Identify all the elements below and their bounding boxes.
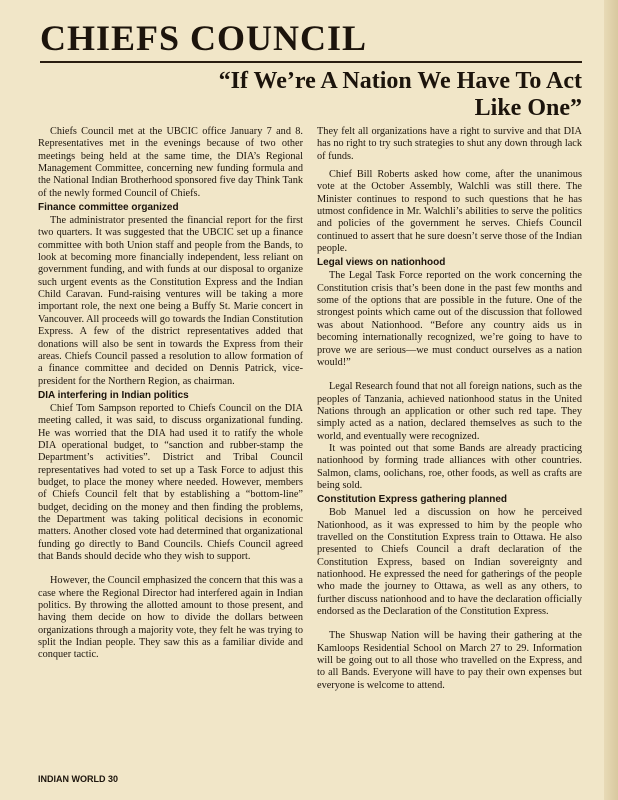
paragraph: Chiefs Council met at the UBCIC office January 7 and 8. Representatives met in the evenings because of two other meetings being held at the same time, the DIA’s Regional Management Committee, concerning new funding formula and the National Indian Brotherhood sponsored five day Think Tank of the newly formed Council of Chiefs. — [38, 126, 303, 199]
paragraph: The administrator presented the financial report for the first two quarters. It was suggested that the UBCIC set up a finance committee with both Union staff and people from the Bands, to look at becoming more financially independent, less reliant on government funding, and with funds at our disposal to organize such urgent events as the Constitution Express and the Indian Child Caravan. Fund-raising ventures will be taking a more important role, the next one being a Buffy St. Marie concert in Vancouver. All proceeds will go towards the Indian Constitution Express. A few of the district representatives added that donations will also be sent in towards the Express from their areas. Chiefs Council passed a resolution to allow formation of a finance committee and decided on Dennis Patrick, vice-president for the Northern Region, as chairman. — [38, 215, 303, 387]
section-heading: Constitution Express gathering planned — [317, 494, 508, 506]
page-edge — [604, 0, 618, 800]
page-footer: INDIAN WORLD 30 — [38, 774, 119, 784]
left-column — [38, 126, 303, 662]
paragraph: It was pointed out that some Bands are already practicing nationhood by forming trade alliances with other countries. Salmon, clams, oolichans, roe, other foods, as well as crafts are being sold. — [317, 442, 582, 491]
paragraph: Legal Research found that not all foreign nations, such as the peoples of Tanzania, achieved nationhood status in the United Nations through an application or other such red tape. They simply acted as a nation, declared themselves as such to the world, and eventually were recognized. — [317, 381, 582, 442]
section-heading: DIA interfering in Indian politics — [38, 389, 189, 401]
right-column — [317, 126, 582, 692]
paragraph: They felt all organizations have a right to survive and that DIA has no right to try such strategies to shut any down through lack of funds. — [317, 126, 582, 162]
section-heading: Finance committee organized — [38, 202, 179, 214]
paragraph: Bob Manuel led a discussion on how he perceived Nationhood, as it was expressed to him by the people who travelled on the Constitution Express train to Ottawa. He also presented to Chiefs Council a draft declaration of the Constitution Express, based on Indian sovereignty and nationhood. He expressed the need for gatherings of the people who made the journey to Ottawa, as well as any others, to further discuss nationhood and to have the declaration officially endorsed as the Declaration of the Constitution Express. — [317, 507, 582, 618]
paragraph: The Legal Task Force reported on the work concerning the Constitution crisis that’s been done in the past few months and some of the options that are possible in the future. One of the strongest points which came out of the discussion that followed was about Nationhood. “Before any country aids us in becoming internationally recognized, we’re going to have to prove we are serious—we must conduct ourselves as a nation would!” — [317, 270, 582, 368]
paragraph: The Shuswap Nation will be having their gathering at the Kamloops Residential School on March 27 to 29. Information will be going out to all those who travelled on the Express, and to all Bands. Everyone will have to pay their own expenses but everyone is welcome to attend. — [317, 630, 582, 691]
title-rule — [40, 61, 582, 63]
section-heading: Legal views on nationhood — [317, 257, 446, 269]
headline-line-1: “If We’re A Nation We Have To Act — [218, 68, 582, 94]
paragraph: However, the Council emphasized the concern that this was a case where the Regional Director had interfered again in Indian politics. By throwing the allotted amount to those present, and having them decide on how to divide the dollars between organizations through a majority vote, they felt he was trying to split the Indian people. They saw this as a familiar divide and conquer tactic. — [38, 575, 303, 661]
article-headline — [60, 68, 582, 122]
paragraph: Chief Bill Roberts asked how come, after the unanimous vote at the October Assembly, Walchli was still there. The Minister continues to respond to such questions that he has utmost confidence in Mr. Walchli’s abilities to serve the politics and policies of the government he serves. Chiefs Council continued to assert that he sure doesn’t serve those of the Indian people. — [317, 169, 582, 255]
page-title: CHIEFS COUNCIL — [40, 18, 368, 58]
headline-line-2: Like One” — [474, 95, 582, 121]
paragraph: Chief Tom Sampson reported to Chiefs Council on the DIA meeting called, it was said, to discuss organizational funding. He was worried that the DIA had used it to ratify the whole DIA operational budget, to “sanction and rubber-stamp the Department’s activities”. District and Tribal Council representatives had voted to set up a Task Force to adjust this budget, to place the money where needed. However, members of Chiefs Council felt that by establishing a “bottom-line” budget, deciding on the money and then finding the problems, the Department was taking political decisions in economic matters. Another closed vote had determined that organizational funding go directly to Band Councils. Chiefs Council agreed that Bands should decide who they wish to support. — [38, 402, 303, 562]
